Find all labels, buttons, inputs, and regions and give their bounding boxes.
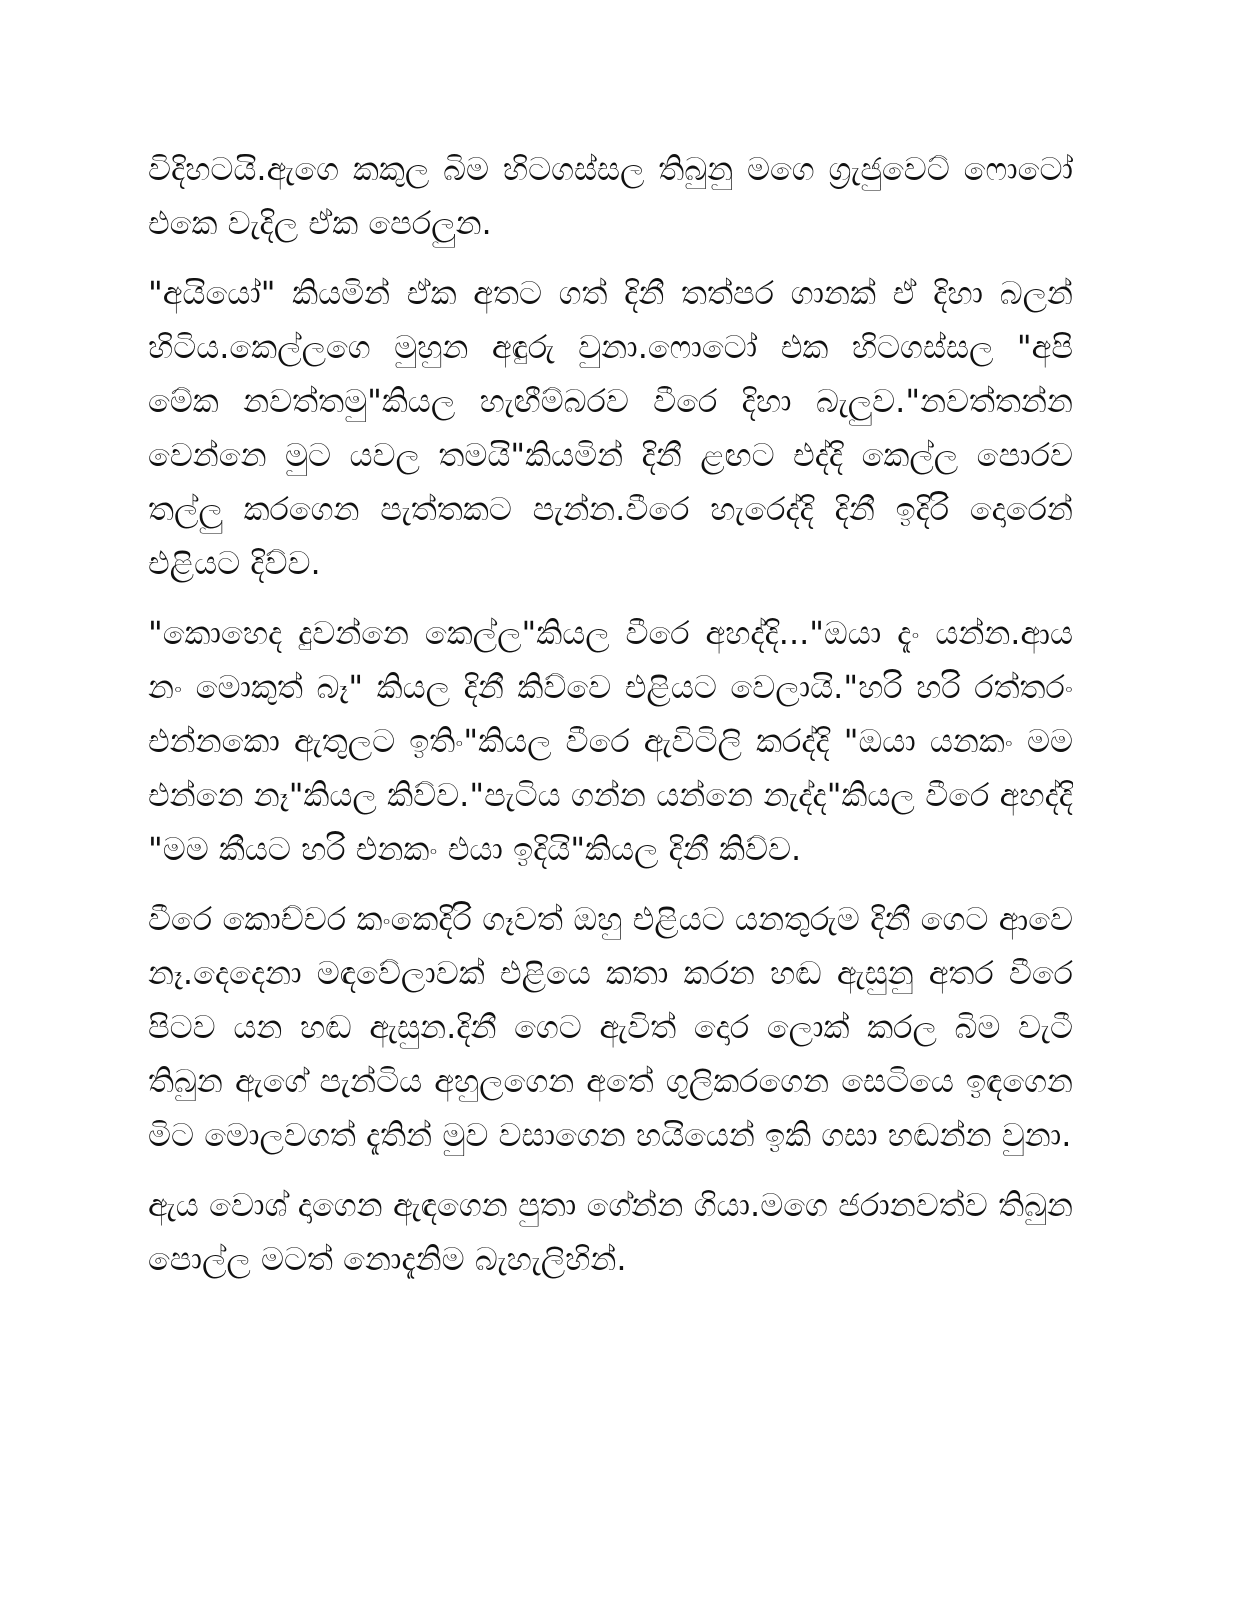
paragraph-2: "අයියෝ" කියමින් ඒක අතට ගත් දිනී තත්පර ගානක් ඒ දිහා බලන් හිටිය.කෙල්ලගෙ මුහුන අඳුරු වුනා.ෆොටෝ එක හිටගස්සල "අපි මේක නවත්තමු"කියල හැඟීම්බරව වීරෙ දිහා බැලුව."නවත්තන්න වෙන්නෙ මුට යවල තමයි"කියමින් දිනී ළඟට එද්දි කෙල්ල පොරව තල්ලු කරගෙන පැත්තකට පැන්න.වීරෙ හැරෙද්දි දිනී ඉදිරි දොරෙන් එළියට දිව්ව. xyxy=(148,274,1073,582)
paragraph-5: ඇය වොශ් දාගෙන ඇඳගෙන පුතා ගේන්න ගියා.මගෙ ජරානවත්ව තිබුන පොල්ල මටත් නොදැනිම බැහැලිහින්. xyxy=(148,1186,1073,1278)
paragraph-4: වීරෙ කොච්චර කංකෙදිරි ගෑවත් ඔහු එළියට යනතුරුම දිනී ගෙට ආවෙ නෑ.දෙදෙනා මඳවේලාවක් එළියෙ කතා කරන හඬ ඇසුනු අතර වීරෙ පිටව යන හඬ ඇසුන.දිනී ගෙට ඇවිත් දොර ලොක් කරල බිම වැටී තිබුන ඇගේ පැන්ටිය අහුලගෙන අතේ ගුලිකරගෙන සෙටියෙ ඉඳගෙන මිට මොලවගත් දැතින් මුව වසාගෙන හයියෙන් ඉකි ගසා හඬන්න වුනා. xyxy=(148,900,1073,1154)
paragraph-1: විදිහටයි.ඇගෙ කකුල බිම හිටගස්සල තිබුනු මගෙ ග්‍රැජුවෙට් ෆොටෝ එකෙ වැදිල ඒක පෙරලුන. xyxy=(148,150,1073,242)
paragraph-3: "කොහෙද දුවන්නෙ කෙල්ල"කියල වීරෙ අහද්දි..."ඔයා දැං යන්න.ආය නං මොකුත් බෑ" කියල දිනී කිව්වෙ එළියට වෙලායි."හරි හරි රත්තරං එන්නකො ඇතුලට ඉතිං"කියල වීරෙ ඇවිටිලි කරද්දි "ඔයා යනකං මම එන්නෙ නෑ"කියල කිව්ව."පැටිය ගන්න යන්නෙ නැද්ද"කියල වීරෙ අහද්දි "මම කීයට හරි එනකං එයා ඉදියි"කියල දිනී කිව්ව. xyxy=(148,614,1073,868)
document-page xyxy=(148,142,1073,1562)
